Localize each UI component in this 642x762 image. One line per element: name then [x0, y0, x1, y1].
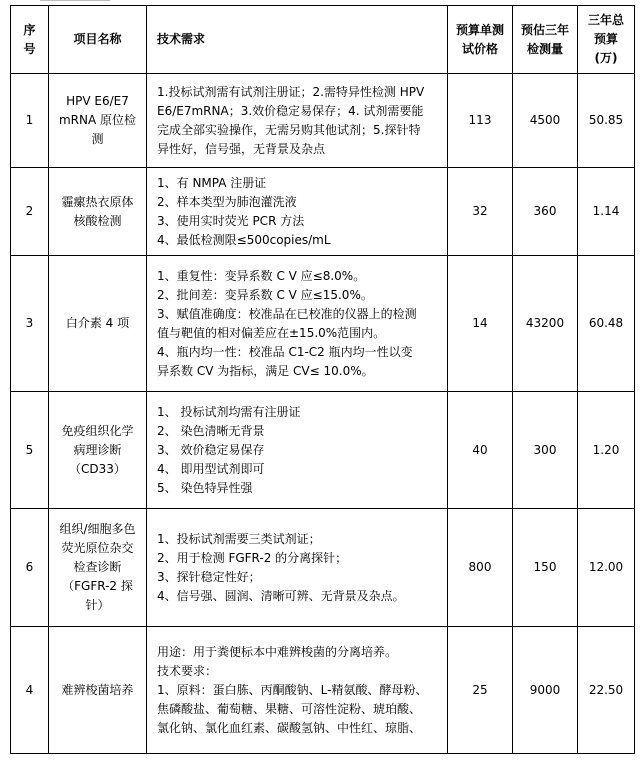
row-requirements [147, 74, 448, 168]
row-name: HPV E6/E7 mRNA 原位检测 [49, 74, 147, 168]
requirement-line: 4、 即用型试剂即可 [157, 461, 265, 476]
row-budget: 50.85 [578, 74, 635, 168]
requirement-line: 3、使用实时荧光 PCR 方法 [157, 213, 305, 228]
requirement-line: 异性好，信号强，无背景及杂点 [157, 141, 326, 156]
requirement-line: 3、 效价稳定易保存 [157, 442, 265, 457]
requirement-line: 2、 染色清晰无背景 [157, 423, 265, 438]
requirement-line: 异系数 CV 为指标，满足 CV≤ 10.0%。 [157, 363, 374, 378]
table-header-row [11, 6, 635, 74]
row-no: 6 [11, 509, 49, 627]
requirement-line: 1.投标试剂需有试剂注册证；2.需特异性检测 HPV [157, 84, 425, 99]
requirement-line: 2、样本类型为肺泡灌洗液 [157, 194, 297, 209]
row-requirements [147, 168, 448, 256]
row-budget: 1.14 [578, 168, 635, 256]
row-requirements [147, 392, 448, 509]
header-req: 技术需求 [147, 6, 448, 74]
requirement-line: 5、 染色特异性强 [157, 480, 253, 495]
row-requirements [147, 627, 448, 754]
table-body [11, 74, 635, 754]
requirement-line: 3、赋值准确度：校准品在已校准的仪器上的检测 [157, 306, 417, 321]
table-row [11, 168, 635, 256]
requirement-line: 1、有 NMPA 注册证 [157, 175, 267, 190]
row-budget: 60.48 [578, 256, 635, 392]
row-no: 4 [11, 627, 49, 754]
page-top-rule [40, 0, 110, 3]
requirement-line: 用途：用于粪便标本中难辨梭菌的分离培养。 [157, 644, 398, 659]
procurement-table [10, 5, 635, 754]
requirement-line: 4、瓶内均一性：校准品 C1-C2 瓶内均一性以变 [157, 344, 413, 359]
requirement-line: 焦磷酸盐、葡萄糖、果糖、可溶性淀粉、琥珀酸、 [157, 701, 422, 716]
row-volume: 360 [513, 168, 578, 256]
header-name: 项目名称 [49, 6, 147, 74]
requirement-line: 1、投标试剂需要三类试剂证； [157, 531, 321, 546]
row-price: 40 [448, 392, 513, 509]
row-price: 32 [448, 168, 513, 256]
row-no: 5 [11, 392, 49, 509]
row-price: 113 [448, 74, 513, 168]
header-price: 预算单测试价格 [448, 6, 513, 74]
row-price: 25 [448, 627, 513, 754]
requirement-line: E6/E7mRNA；3.效价稳定易保存；4. 试剂需要能 [157, 103, 424, 118]
row-requirements [147, 256, 448, 392]
requirement-line: 2、用于检测 FGFR-2 的分离探针； [157, 550, 348, 565]
table-row [11, 392, 635, 509]
row-price: 800 [448, 509, 513, 627]
row-volume: 150 [513, 509, 578, 627]
requirement-line: 1、 投标试剂均需有注册证 [157, 404, 301, 419]
row-no: 1 [11, 74, 49, 168]
row-no: 3 [11, 256, 49, 392]
header-budget: 三年总预算(万) [578, 6, 635, 74]
row-name: 免疫组织化学病理诊断（CD33） [49, 392, 147, 509]
requirement-line: 1、重复性：变异系数 C V 应≤8.0%。 [157, 268, 366, 283]
requirement-line: 4、信号强、圆润、清晰可辨、无背景及杂点。 [157, 588, 405, 603]
row-volume: 300 [513, 392, 578, 509]
row-name: 白介素 4 项 [49, 256, 147, 392]
table-row [11, 627, 635, 754]
header-volume: 预估三年检测量 [513, 6, 578, 74]
row-name: 组织/细胞多色荧光原位杂交检查诊断（FGFR-2 探针） [49, 509, 147, 627]
requirement-line: 值与靶值的相对偏差应在±15.0%范围内。 [157, 325, 386, 340]
table-row [11, 74, 635, 168]
row-name: 霾瘰热衣原体核酸检测 [49, 168, 147, 256]
row-volume: 4500 [513, 74, 578, 168]
table-row [11, 509, 635, 627]
row-volume: 43200 [513, 256, 578, 392]
table-row [11, 256, 635, 392]
row-budget: 22.50 [578, 627, 635, 754]
row-name: 难辨梭菌培养 [49, 627, 147, 754]
requirement-line: 2、批间差：变异系数 C V 应≤15.0%。 [157, 287, 373, 302]
header-no: 序号 [11, 6, 49, 74]
requirement-line: 氯化钠、氯化血红素、碳酸氢钠、中性红、琼脂、 [157, 720, 422, 735]
requirement-line: 完成全部实验操作，无需另购其他试剂；5.探针特 [157, 122, 421, 137]
row-volume: 9000 [513, 627, 578, 754]
row-requirements [147, 509, 448, 627]
requirement-line: 4、最低检测限≤500copies/mL [157, 232, 331, 247]
row-price: 14 [448, 256, 513, 392]
row-no: 2 [11, 168, 49, 256]
row-budget: 12.00 [578, 509, 635, 627]
requirement-line: 3、探针稳定性好； [157, 569, 261, 584]
requirement-line: 1、原料：蛋白胨、丙酮酸钠、L-精氨酸、酵母粉、 [157, 682, 428, 697]
requirement-line: 技术要求： [157, 663, 218, 678]
row-budget: 1.20 [578, 392, 635, 509]
